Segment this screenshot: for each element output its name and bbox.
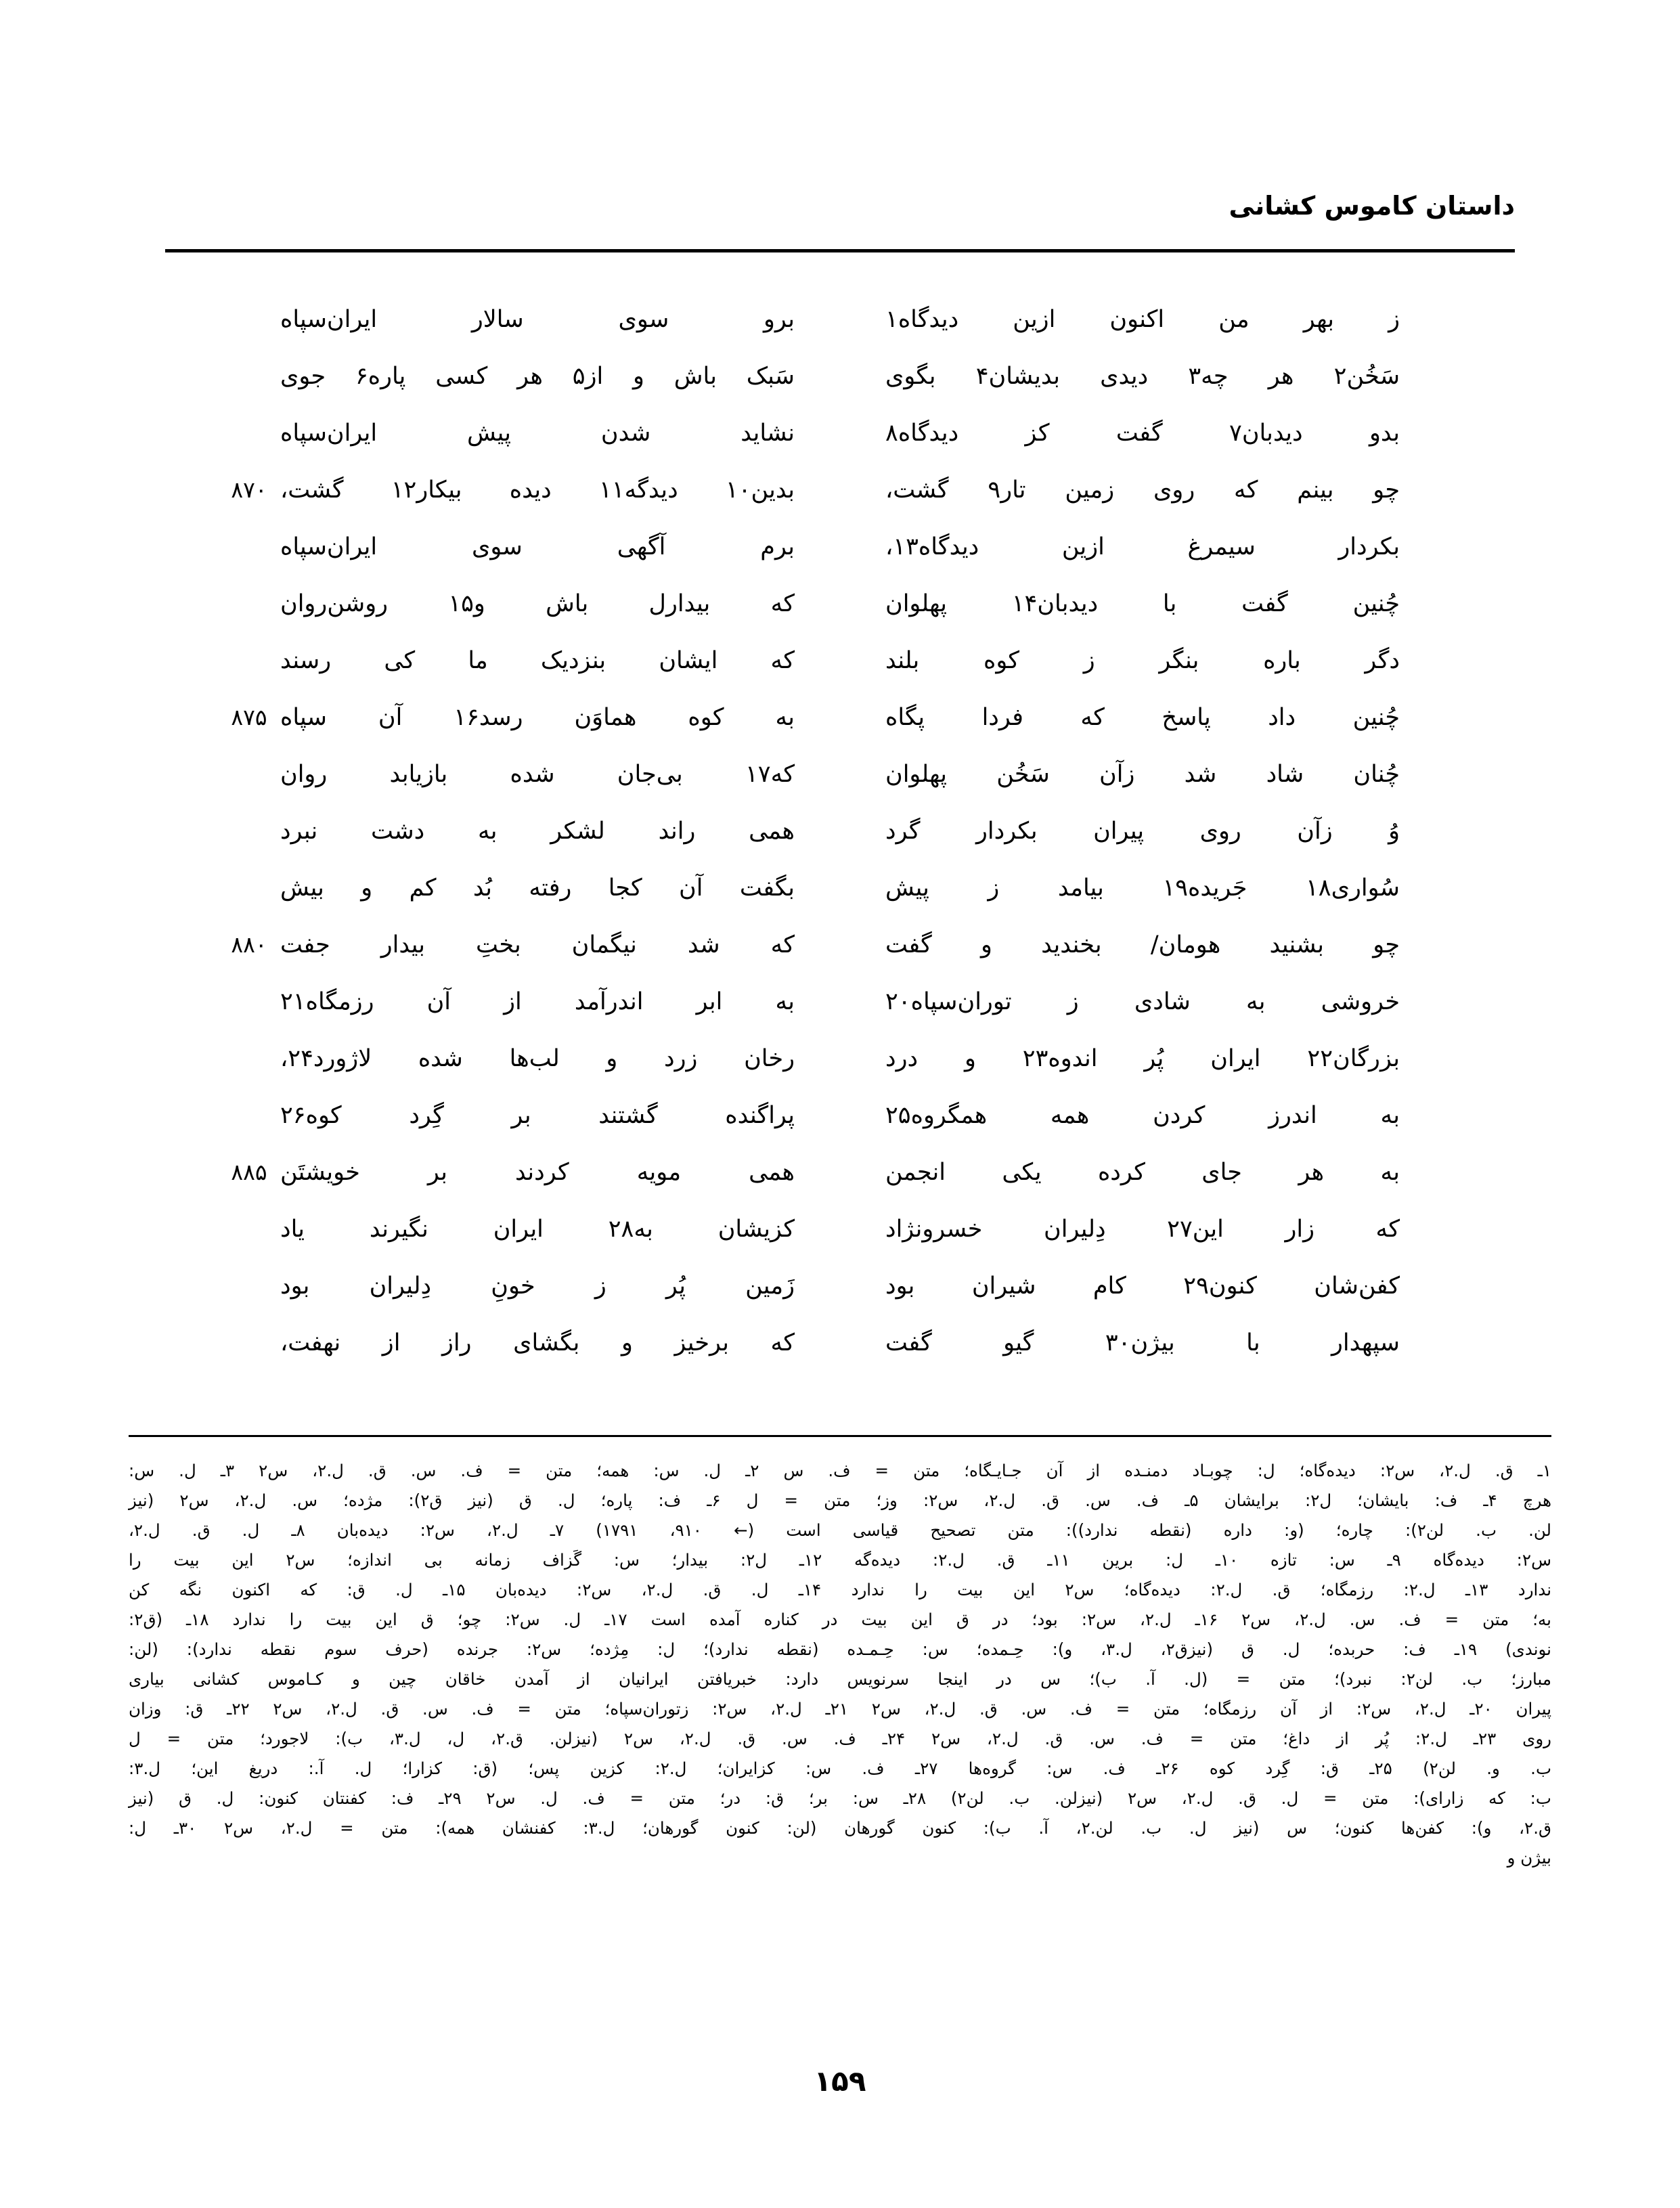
verse-hemistich-left: به ابر اندرآمد از آن رزمگاه۲۱ [280,988,795,1015]
verse-hemistich-left: سَبک باش و از۵ هر کسی پاره۶ جوی [280,363,795,390]
verse-hemistich-left: نشاید شدن پیش ایران‌سپاه [280,420,795,447]
footnote-line: بیژن و [1507,1848,1551,1868]
verse-hemistich-left: همی راند لشکر به دشت نبرد [280,818,795,845]
verse-line-number: ۸۸۰ [231,931,267,958]
footnote-line: روی ۲۳ـ ل.۲: پُر از داغ؛ متن = ف. س. ق. ل.۲، س۲ ۲۴ـ ف. س. ق. ل.۲، س۲ (نیزلن. ق.۲، ل، ل.۳، ب): لاجورد؛ متن = ل [129,1729,1551,1748]
verse-hemistich-left: برم آگهی سوی ایران‌سپاه [280,533,795,560]
footnote-line: ندارد ۱۳ـ ل.۲: رزمگاه؛ ق. ل.۲: دیده‌گاه؛ س۲ این بیت را ندارد ۱۴ـ ل. ق. ل.۲، س۲: دیده‌بان ۱۵ـ ل. ق: که اکنون نگه کن [129,1580,1552,1599]
verse-hemistich-right: خروشی به شادی ز توران‌سپاه۲۰ [885,988,1400,1015]
page-header [165,191,1515,252]
footnote-line: ق.۲، و): کفن‌ها کنون؛ س (نیز ل. ب. لن.۲، آ. ب): کنون گورهان (لن: کنون گورهان؛ ل.۳: کفنشان همه): متن = ل.۲، س۲ ۳۰ـ ل: [129,1818,1551,1838]
verse-line-number [208,860,290,917]
verse-hemistich-left: کزیشان به۲۸ ایران نگیرند یاد [280,1216,795,1243]
verse-column-left [280,291,795,1371]
verse-hemistich-right: کفن‌شان کنون۲۹ کام شیران بود [885,1273,1400,1300]
verse-line-number [208,291,290,348]
verse-line-number [208,803,290,860]
verse-line-number [208,518,290,575]
verse-line-number [208,746,290,803]
verse-line-number [208,1087,290,1144]
page-number: ۱۵۹ [814,2065,866,2098]
verse-hemistich-right: چو بشنید هومان/ بخندید و گفت [885,931,1400,958]
footnote-line: س۲: دیده‌گاه ۹ـ س: تازه ۱۰ـ ل: برین ۱۱ـ ق. ل.۲: دیده‌گه ۱۲ـ ل۲: بیدار؛ س: گَزاف زمانه بی اندازه؛ س۲ این بیت را [129,1550,1551,1570]
verse-line-numbers [208,291,290,1201]
footnote-line: ب. و. لن۲) ۲۵ـ ق: گِرد کوه ۲۶ـ ف. س: گروه‌ها ۲۷ـ ف. س: کزایران؛ ل.۲: کزین پس؛ (ق: کزارا؛ ل. آ.: دریغ این؛ ل.۳: [129,1759,1552,1778]
verse-hemistich-left: برو سوی سالار ایران‌سپاه [280,306,795,333]
footnote-line: نوندی) ۱۹ـ ف: حربده؛ ل. ق (نیزق۲، ل.۳، و): حِـمده؛ س: حِـمـده (نقطه ندارد)؛ ل: مِژده؛ س۲: جرنده (حرف سوم نقطه ندارد): (لن: [129,1639,1551,1659]
header-divider [165,249,1515,252]
verse-line-number [208,348,290,405]
verse-hemistich-left: رخان زرد و لب‌ها شده لاژورد۲۴، [280,1045,795,1072]
verse-hemistich-left: همی مویه کردند بر خویشتَن [280,1159,795,1186]
verse-line-number [208,1030,290,1087]
verse-hemistich-right: وُ زآن روی پیران بکردار گرد [885,818,1400,845]
verse-column-right [885,291,1400,1371]
footnote-line: ۱ـ ق. ل.۲، س۲: دیده‌گاه؛ ل: چوبـاد دمنـده از آن جـایـگاه؛ متن = ف. س ۲ـ ل. س: همه؛ متن = ف. س. ق. ل.۲، س۲ ۳ـ ل. س: [129,1461,1552,1480]
verse-hemistich-left: که بیدارل باش و۱۵ روشن‌روان [280,590,795,617]
verse-hemistich-right: بکردار سیمرغ ازین دیدگاه۱۳، [885,533,1400,560]
footnotes-section [129,1435,1551,1873]
verse-hemistich-left: بگفت آن کجا رفته بُد کم و بیش [280,875,795,902]
verse-hemistich-left: پراگنده گشتند بر گِرد کوه۲۶ [280,1102,795,1129]
footnote-line: لن. ب. لن۲): چاره؛ (و: داره (نقطه ندارد)): متن تصحیح قیاسی است (← ۹۱۰، ۱۷۹۱) ۷ـ ل.۲، س۲: دیده‌بان ۸ـ ل. ق. ل.۲، [129,1520,1552,1540]
verse-hemistich-right: دگر باره بنگر ز کوه بلند [885,647,1400,674]
footnotes-divider [129,1435,1551,1437]
footnote-line: پیران ۲۰ـ ل.۲، س۲: از آن رزمگاه؛ متن = ف. س. ق. ل.۲، س۲ ۲۱ـ ل.۲، س۲: زتوران‌سپاه؛ متن = ف. س. ق. ل.۲، س۲ ۲۲ـ ق: وزان [129,1699,1552,1719]
footnote-line: مبارز؛ ب. لن۲: نبرد)؛ متن = (ل. آ. ب)؛ س در اینجا سرنویس دارد: خبریافتن ایرانیان از آمدن خاقان چین و کـاموس کشانی بیاری [129,1669,1551,1689]
verse-hemistich-right: چُنین گفت با دیدبان۱۴ پهلوان [885,590,1400,617]
verse-hemistich-right: سَخُن۲ هر چه۳ دیدی بدیشان۴ بگوی [885,363,1400,390]
verse-line-number: ۸۷۵ [231,704,267,730]
verse-hemistich-left: که۱۷ بی‌جان شده بازیابد روان [280,761,795,788]
verse-line-number [208,405,290,462]
verse-hemistich-right: بزرگان۲۲ ایران پُر اندوه۲۳ و درد [885,1045,1400,1072]
verse-hemistich-right: ز بهر من اکنون ازین دیدگاه۱ [885,306,1400,333]
verse-line-number [208,575,290,632]
footnote-line: هرچ ۴ـ ف: بایشان؛ ل۲: برایشان ۵ـ ف. س. ق. ل.۲، س۲: وز؛ متن = ل ۶ـ ف: پاره؛ ل. ق (نیز ق۲): مژده؛ س. ل.۲، س۲ (نیز [129,1491,1552,1510]
footnote-line: به؛ متن = ف. س. ل.۲، س۲ ۱۶ـ ل.۲، س۲: بود؛ در ق این بیت در کناره آمده است ۱۷ـ ل. س۲: چو؛ ق این بیت را ندارد ۱۸ـ (ق۲: [129,1610,1551,1629]
verse-hemistich-right: چُنین داد پاسخ که فردا پگاه [885,704,1400,731]
verse-hemistich-right: که زار این۲۷ دِلیران خسرونژاد [885,1216,1400,1243]
verse-hemistich-right: به هر جای کرده یکی انجمن [885,1159,1400,1186]
verse-line-number: ۸۷۰ [231,477,267,503]
verse-hemistich-right: چو بینم که روی زمین تار۹ گشت، [885,477,1400,504]
verse-hemistich-left: زَمین پُر ز خونِ دِلیران بود [280,1273,795,1300]
verse-hemistich-left: که ایشان بنزدیک ما کی رسند [280,647,795,674]
verse-hemistich-left: به کوه هماوَن رسد۱۶ آن سپاه [280,704,795,731]
page-title: داستان کاموس کشانی [1229,191,1515,221]
verse-hemistich-left: بدین۱۰ دیدگه۱۱ دیده بیکار۱۲ گشت، [280,477,795,504]
verse-hemistich-right: به اندرز کردن همه همگروه۲۵ [885,1102,1400,1129]
verse-hemistich-right: بدو دیدبان۷ گفت کز دیدگاه۸ [885,420,1400,447]
footnote-line: ب: که زارای): متن = ل. ق. ل.۲، س۲ (نیزلن. ب. لن۲) ۲۸ـ س: بر؛ ق: در؛ متن = ف. ل. س۲ ۲۹ـ ف: کفنتان کنون: ل. ق (نیز [129,1788,1551,1808]
verse-hemistich-left: که برخیز و بگشای راز از نهفت، [280,1329,795,1356]
verse-line-number: ۸۸۵ [231,1159,267,1185]
verse-area [165,291,1515,1401]
verse-line-number [208,973,290,1030]
verse-line-number [208,632,290,689]
verse-hemistich-right: سپهدار با بیژن۳۰ گیو گفت [885,1329,1400,1356]
verse-hemistich-right: چُنان شاد شد زآن سَخُن پهلوان [885,761,1400,788]
verse-hemistich-left: که شد نیگمان بختِ بیدار جفت [280,931,795,958]
verse-hemistich-right: سُواری۱۸ جَریده۱۹ بیامد ز پیش [885,875,1400,902]
